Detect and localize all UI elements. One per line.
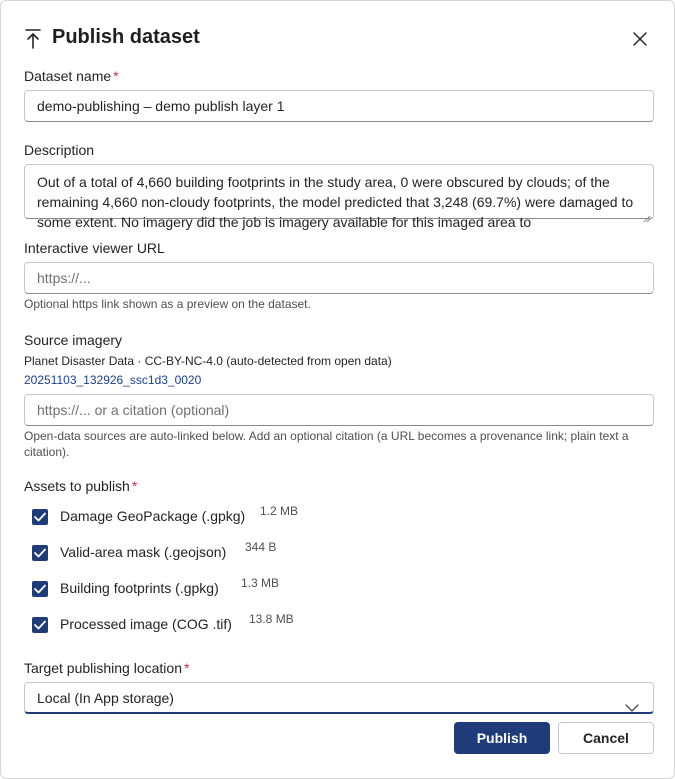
asset-item-building-footprints[interactable] [32,576,432,600]
asset-item-damage-geopackage[interactable] [32,504,432,528]
cancel-button[interactable]: Cancel [558,722,654,754]
asset-size: 1.2 MB [260,504,299,518]
publish-button[interactable]: Publish [454,722,550,754]
source-imagery-link[interactable]: 20251103_132926_ssc1d3_0020 [24,373,202,387]
target-location-label-text: Target publishing location [24,660,182,676]
asset-label: Building footprints (.gpkg) [60,580,219,596]
dataset-name-label [24,68,119,84]
dataset-name-field[interactable]: demo-publishing – demo publish layer 1 [24,90,654,122]
close-icon[interactable] [630,29,650,49]
asset-item-valid-area-mask[interactable] [32,540,432,564]
asset-checkbox[interactable] [32,509,48,525]
dialog-title: Publish dataset [52,26,200,48]
required-marker: * [113,68,119,84]
required-marker: * [184,660,190,676]
asset-size: 344 B [245,540,277,554]
source-imagery-name: Planet Disaster Data · CC-BY-NC-4.0 (auto-detected from open data) [24,354,392,368]
target-location-value: Local (In App storage) [37,690,174,706]
target-location-select[interactable] [24,682,654,714]
asset-label: Damage GeoPackage (.gpkg) [60,508,246,524]
assets-label [24,478,137,494]
asset-size: 1.3 MB [241,576,280,590]
source-imagery-hint: Open-data sources are auto-linked below. Add an optional citation (a URL becomes a provenance link; plain text a citation). [24,429,629,459]
asset-label: Valid-area mask (.geojson) [60,544,227,560]
description-field[interactable] [24,164,654,230]
description-text: Out of a total of 4,660 building footprints in the study area, 0 were obscured by clouds; of the remaining 4,660 non-cloudy footprints, the model predicted that 3,248 (69.7%) were damaged to some extent. No imagery did the job is imagery available for this imaged area to [37,174,634,230]
assets-label-text: Assets to publish [24,478,130,494]
viewer-url-label: Interactive viewer URL [24,240,165,256]
viewer-url-hint: Optional https link shown as a preview on the dataset. [24,297,311,311]
required-marker: * [131,478,138,494]
asset-label: Processed image (COG .tif) [60,616,232,632]
asset-checkbox[interactable] [32,581,48,597]
target-location-label [24,660,189,676]
chevron-down-icon [625,693,639,723]
upload-icon [23,28,43,50]
viewer-url-field[interactable]: https://... [24,262,654,294]
asset-checkbox[interactable] [32,617,48,633]
asset-size: 13.8 MB [249,612,294,626]
asset-item-processed-image[interactable] [32,612,432,636]
citation-field[interactable]: https://... or a citation (optional) [24,394,654,426]
resize-grip-icon[interactable] [643,208,651,216]
description-label: Description [24,142,95,158]
dialog-header [23,23,652,55]
dataset-name-label-text: Dataset name [24,68,112,84]
source-imagery-label: Source imagery [24,332,123,348]
asset-checkbox[interactable] [32,545,48,561]
